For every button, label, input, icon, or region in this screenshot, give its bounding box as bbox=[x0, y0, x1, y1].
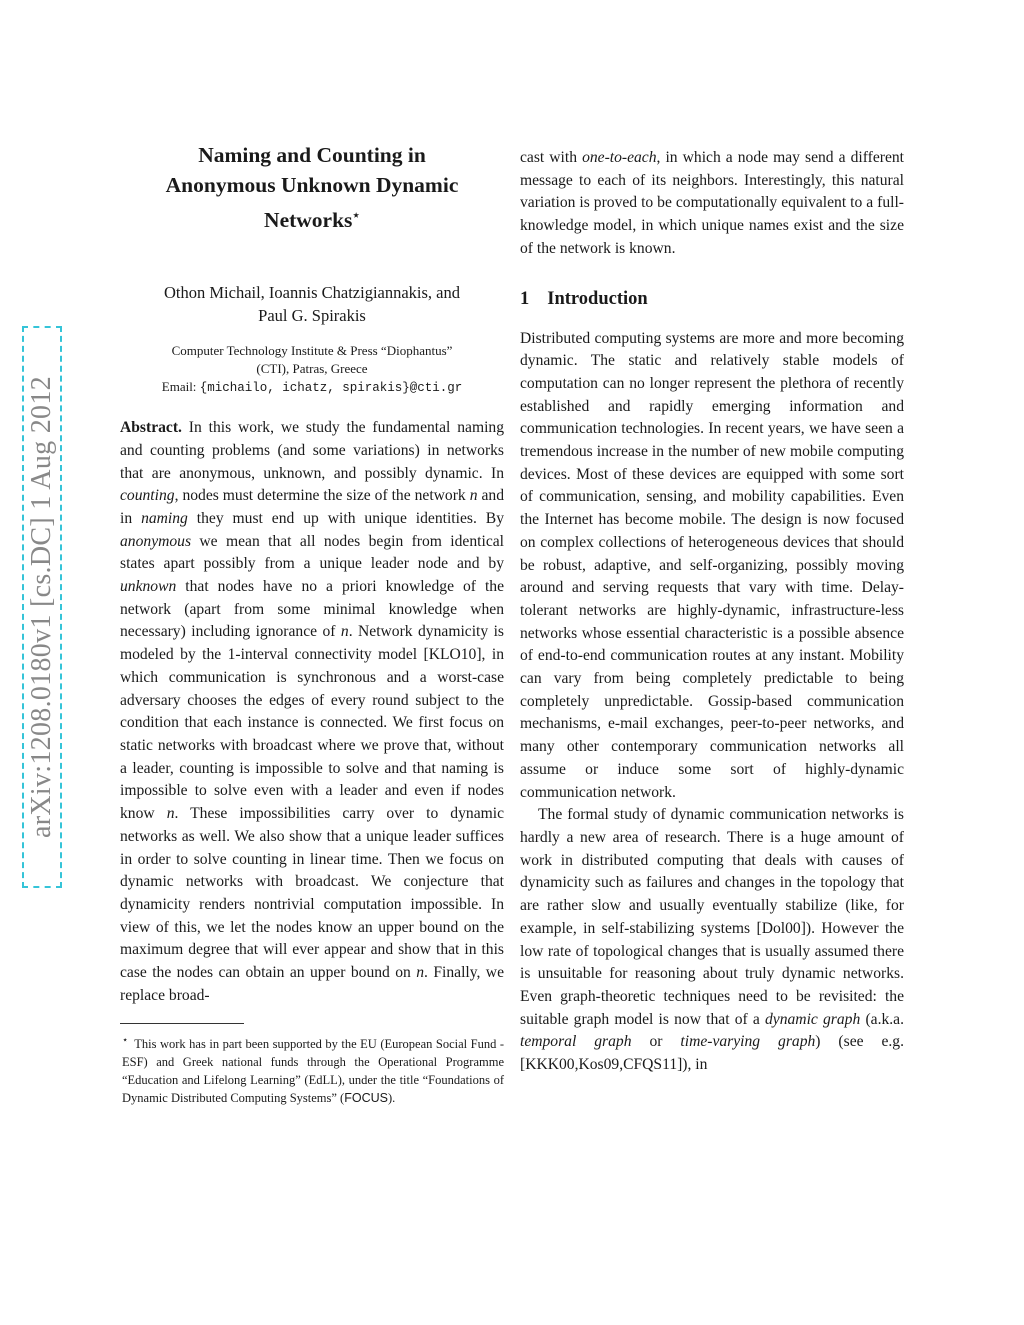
abstract-em-n: n bbox=[340, 623, 349, 641]
intro-p2-text-a: The formal study of dynamic communication networks is hardly a new area of research. There is a huge amount of work in distributed computing that deals with causes of dynamicity such as failures and changes in the topology that are rather slow and usually eventually stabilize (like, for example, in self-stabilizing systems [Dol00]). However the low rate of topological changes that is usually assumed there is unsuitable for reasoning about truly dynamic networks. Even graph-theoretic techniques need to be revisited: the suitable graph model is now that of a bbox=[520, 806, 904, 1028]
abstract-text-8: . These impossibilities carry over to dynamic networks as well. We also show that a unique leader suffices in order to solve counting in linear time. Then we focus on dynamic networks with broadcast. We conjecture that dynamicity renders nontrivial computation impossible. In view of this, we let the nodes know an upper bound on the maximum degree that will ever appear and show that in this case the nodes can obtain an upper bound on bbox=[120, 805, 504, 982]
affiliation-line-1: Computer Technology Institute & Press “Diophantus” bbox=[171, 343, 453, 359]
abstract-em-n: n bbox=[166, 805, 175, 823]
abstract-continuation bbox=[520, 147, 904, 261]
intro-p2-text-d: ) (see e.g. [KKK00,Kos09,CFQS11]), in bbox=[520, 1033, 904, 1074]
title-footnote-mark: ⋆ bbox=[352, 208, 360, 222]
intro-paragraph-1: Distributed computing systems are more and more becoming dynamic. The static and relatively stable models of computation can no longer represent the plethora of recently established and rapidly emerging information and communication technologies. In recent years, we have seen a tremendous increase in the number of new mobile computing devices. Most of these devices are equipped with some sort of communication, sensing, and mobility capabilities. Even the Internet has become mobile. The design is now focused on complex collections of heterogeneous devices that should be robust, adaptive, and self-organizing, possibly moving around and serving requests that vary with time. Delay-tolerant networks are highly-dynamic, infrastructure-less networks whose essential characteristic is a possible absence of end-to-end communication routes at any instant. Mobility can vary from being completely predictable to being completely unpredictable. Gossip-based communication mechanisms, e-mail exchanges, peer-to-peer networks, and many other contemporary communication networks all assume or induce some sort of highly-dynamic communication network. bbox=[520, 329, 904, 801]
footnote-text: This work has in part been supported by the EU (European Social Fund - ESF) and Greek national funds through the Operational Programme “Education and Lifelong Learning” (EdLL), under the title “Foundations of Dynamic Distributed Computing Systems” ( bbox=[122, 1037, 504, 1106]
footnote-mark: ⋆ bbox=[122, 1035, 129, 1047]
abstract-text-2: , nodes must determine the size of the network bbox=[174, 487, 470, 505]
footnote-divider bbox=[120, 1023, 244, 1024]
email-label: Email: bbox=[161, 379, 197, 395]
intro-p2-text-b: (a.k.a. bbox=[860, 1010, 904, 1028]
abstract-em-n: n bbox=[416, 964, 425, 982]
intro-em-dynamic-graph: dynamic graph bbox=[765, 1010, 861, 1028]
section-number: 1 bbox=[520, 288, 530, 309]
continuation-text-b: , in which a node may send a different message to each of its neighbors. Interestingly, this natural variation is proved to be computationally equivalent to a full-knowledge model, in which unique names exist and the size of the network is known. bbox=[520, 149, 905, 257]
intro-paragraph-2 bbox=[520, 804, 904, 1076]
section-heading-introduction bbox=[520, 289, 904, 310]
affiliation-line-2: (CTI), Patras, Greece bbox=[256, 361, 368, 377]
left-column bbox=[120, 140, 504, 1120]
abstract-text-3: and in bbox=[120, 487, 504, 527]
intro-p2-text-c: or bbox=[631, 1033, 681, 1051]
footnote bbox=[120, 1032, 504, 1107]
paper-title bbox=[120, 140, 504, 235]
abstract bbox=[120, 417, 504, 1007]
abstract-em-unknown: unknown bbox=[120, 578, 177, 596]
author-list bbox=[120, 281, 504, 327]
arxiv-identifier: arXiv:1208.0180v1 [cs.DC] 1 Aug 2012 bbox=[26, 376, 57, 838]
abstract-text-1: In this work, we study the fundamental naming and counting problems (and some variations) in networks that are anonymous, unknown, and possibly dynamic. In bbox=[120, 419, 504, 482]
abstract-text-5: we mean that all nodes begin from identical states apart possibly from a unique leader node and by bbox=[120, 532, 504, 573]
title-line-1: Naming and Counting in bbox=[198, 143, 426, 167]
right-column bbox=[520, 147, 904, 1077]
title-line-2: Anonymous Unknown Dynamic bbox=[165, 173, 459, 197]
abstract-em-naming: naming bbox=[141, 509, 188, 527]
abstract-text-9: . Finally, we replace broad- bbox=[120, 964, 504, 1004]
authors-line-2: Paul G. Spirakis bbox=[258, 306, 366, 326]
continuation-text-a: cast with bbox=[520, 149, 583, 166]
footnote-acronym: FOCUS bbox=[344, 1091, 388, 1106]
intro-em-time-varying-graph: time-varying graph bbox=[680, 1033, 816, 1051]
title-line-3: Networks bbox=[264, 208, 353, 233]
abstract-em-counting: counting bbox=[120, 487, 175, 505]
abstract-text-7: . Network dynamicity is modeled by the 1-interval connectivity model [KLO10], in which communication is synchronous and a worst-case adversary chooses the edges of every round subject to the condition that each instance is connected. We first focus on static networks with broadcast where we prove that, without a leader, counting is impossible to solve and that naming is impossible to solve even with a leader and even if nodes know bbox=[120, 623, 504, 823]
abstract-text-4: they must end up with unique identities. By bbox=[187, 509, 504, 527]
section-title: Introduction bbox=[547, 288, 648, 309]
email-address: {michailo, ichatz, spirakis}@cti.gr bbox=[199, 381, 463, 396]
abstract-text-6: that nodes have no a priori knowledge of the network (apart from some minimal knowledge when necessary) including ignorance of bbox=[120, 578, 504, 641]
authors-line-1: Othon Michail, Ioannis Chatzigiannakis, and bbox=[163, 283, 461, 303]
intro-em-temporal-graph: temporal graph bbox=[520, 1033, 632, 1051]
abstract-em-n: n bbox=[469, 487, 478, 505]
footnote-end: ). bbox=[387, 1091, 396, 1106]
affiliation bbox=[120, 342, 504, 397]
continuation-em: one-to-each bbox=[582, 149, 657, 166]
abstract-em-anonymous: anonymous bbox=[120, 532, 192, 550]
abstract-label: Abstract. bbox=[120, 419, 182, 437]
